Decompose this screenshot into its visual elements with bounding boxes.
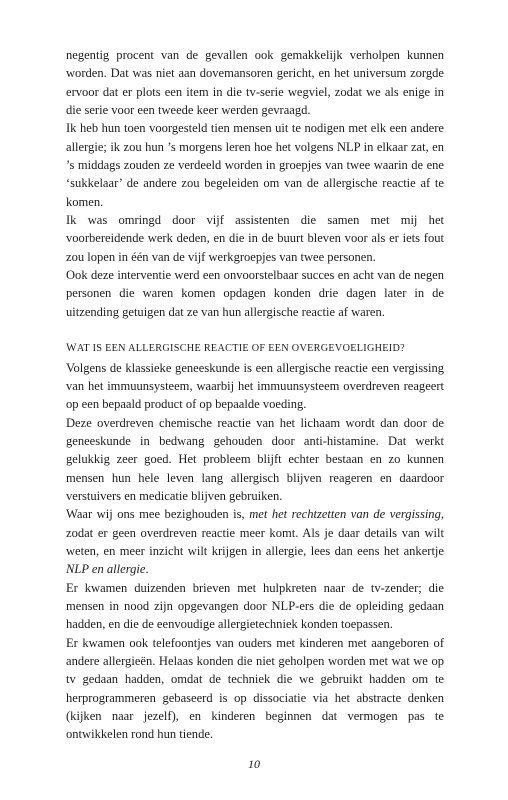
page-body [66, 46, 444, 744]
paragraph: Ook deze interventie werd een onvoorstelbaar succes en acht van de negen personen die waren komen opdagen konden drie dagen later in de uitzending getuigen dat ze van hun allergische reactie af waren. [66, 268, 444, 319]
paragraph: Ik was omringd door vijf assistenten die samen met mij het voorbereidende werk deden, en die in de buurt bleven voor als er iets fout zou lopen in één van de vijf werkgroepjes van twee personen. [66, 213, 444, 264]
text-run: Waar wij ons mee bezighouden is, [66, 507, 250, 522]
italic-emphasis: met het rechtzetten van de vergissing [249, 507, 441, 522]
paragraph: negentig procent van de gevallen ook gemakkelijk verholpen kunnen worden. Dat was niet aan dovemansoren gericht, en het universum zorgde ervoor dat er plots een item in die tv-serie wegviel, zodat we als enige in die serie voor een tweede keer werden gevraagd. [66, 48, 444, 118]
page-number: 10 [248, 757, 260, 771]
paragraph: Deze overdreven chemische reactie van het lichaam wordt dan door de geneeskunde in bedwang gehouden door anti-histamine. Dat werkt gelukkig zeer goed. Het probleem blijft echter bestaan en zo kunnen mensen hun hele leven lang allergisch blijven reageren en daardoor verstuivers en medicatie blijven gebruiken. [66, 415, 444, 503]
section-heading [66, 339, 444, 358]
text-run: , zodat er geen overdreven reactie meer komt. Als je daar details van wilt weten, en meer inzicht wilt krijgen in allergie, lees dan eens het ankertje [66, 507, 444, 558]
paragraph: Volgens de klassieke geneeskunde is een allergische reactie een vergissing van het immuunsysteem, waarbij het immuunsysteem overdreven reageert op een bepaald product of op bepaalde voeding. [66, 360, 444, 412]
paragraph-with-italics [66, 505, 444, 578]
text-run: . [145, 562, 149, 577]
paragraph: Ik heb hun toen voorgesteld tien mensen uit te nodigen met elk een andere allergie; ik zou hun ’s morgens leren hoe het volgens NLP in elkaar zat, en ’s middags zouden ze verdeeld worden in groepjes van twee waarin de ene ‘sukkelaar’ de andere zou begeleiden om van de allergische reactie af te komen. [66, 121, 444, 209]
section-heading-rest: AT IS EEN ALLERGISCHE REACTIE OF EEN OVERGEVOELIGHEID? [76, 343, 405, 355]
paragraph: Er kwamen ook telefoontjes van ouders met kinderen met aangeboren of andere allergieën. Helaas konden die niet geholpen worden met wat we op tv gedaan hadden, omdat de techniek die we gebruikt hadden om te herprogrammeren gebaseerd is op dissociatie via het abstracte denken (kijken naar jezelf), en kinderen beginnen dat vermogen pas te ontwikkelen rond hun tiende. [66, 635, 444, 742]
paragraph: Er kwamen duizenden brieven met hulpkreten naar de tv-zender; die mensen in nood zijn opgevangen door NLP-ers die de opleiding gedaan hadden, en die de eenvoudige allergietechniek konden toepassen. [66, 580, 444, 632]
section-heading-initial: W [66, 342, 77, 355]
italic-reference: NLP en allergie [66, 562, 146, 577]
